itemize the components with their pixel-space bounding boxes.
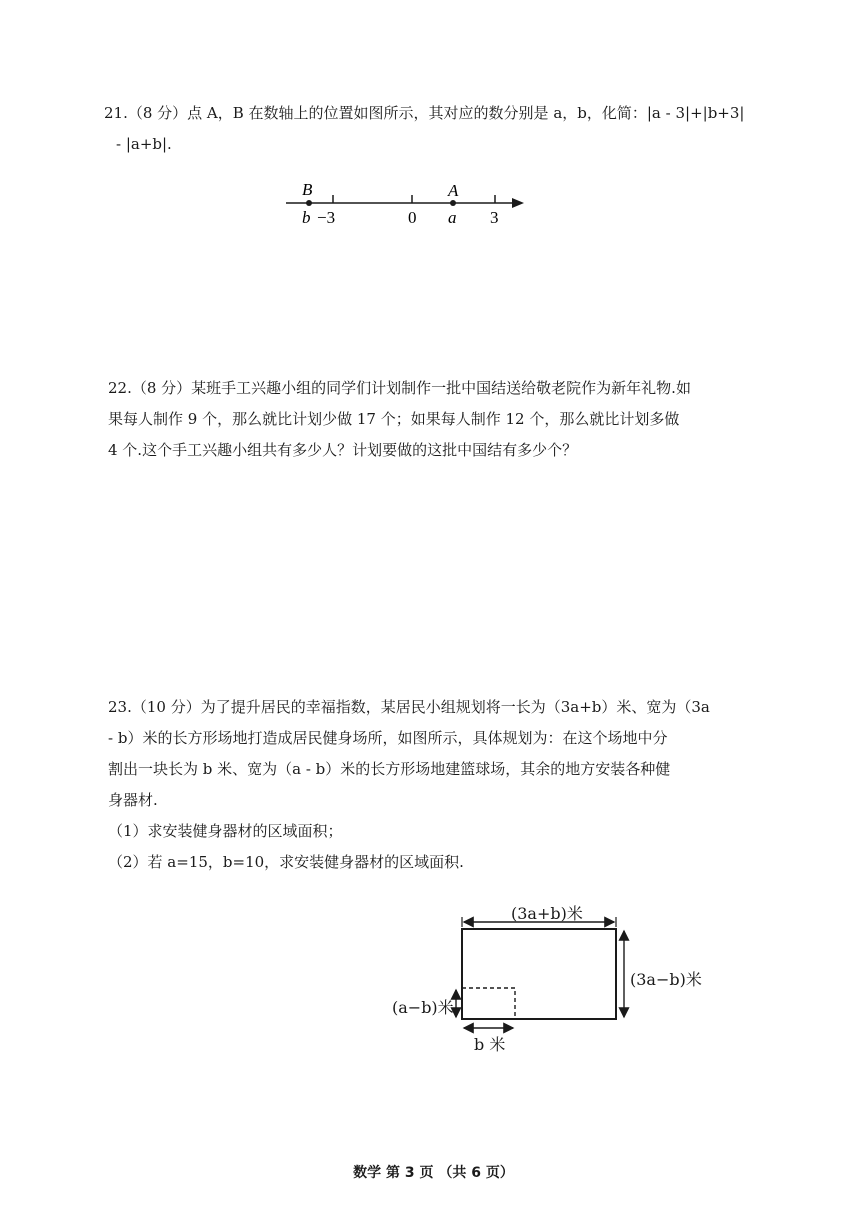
question-21-line-1: 21.（8 分）点 A，B 在数轴上的位置如图所示，其对应的数分别是 a，b，化简：|a - 3|+|b+3| xyxy=(104,104,745,122)
right-dimension-label: (3a−b)米 xyxy=(630,970,702,989)
page-footer: 数学 第 3 页 （共 6 页） xyxy=(353,1165,514,1181)
field-rectangle xyxy=(462,929,616,1019)
question-23-line-4: 身器材. xyxy=(108,791,158,809)
question-22-line-3: 4 个.这个手工兴趣小组共有多少人？计划要做的这批中国结有多少个？ xyxy=(108,441,578,459)
question-22-line-1: 22.（8 分）某班手工兴趣小组的同学们计划制作一批中国结送给敬老院作为新年礼物.如 xyxy=(108,379,691,397)
question-22 xyxy=(108,373,691,466)
question-23 xyxy=(108,692,710,878)
question-23-line-3: 割出一块长为 b 米、宽为（a - b）米的长方形场地建篮球场，其余的地方安装各种健 xyxy=(108,760,671,778)
question-21 xyxy=(104,98,744,160)
number-line-arrow xyxy=(512,198,524,208)
court-rectangle-dashed xyxy=(462,988,515,1019)
question-23-part-1: （1）求安装健身器材的区域面积； xyxy=(108,822,343,840)
tick-label-3: 3 xyxy=(490,208,499,227)
tick-label-0: 0 xyxy=(408,208,417,227)
point-b-dot xyxy=(306,200,312,206)
question-21-line-2: - |a+b|. xyxy=(116,135,172,153)
question-23-part-2: （2）若 a=15，b=10，求安装健身器材的区域面积. xyxy=(108,853,464,871)
rectangle-diagram xyxy=(380,895,710,1065)
label-A: A xyxy=(448,181,459,200)
label-B: B xyxy=(302,180,313,199)
tick-label-minus-3: −3 xyxy=(317,208,336,227)
question-23-line-2: - b）米的长方形场地打造成居民健身场所，如图所示，具体规划为：在这个场地中分 xyxy=(108,729,668,747)
point-a-dot xyxy=(450,200,456,206)
tick-label-b: b xyxy=(302,208,311,227)
bottom-dimension-label: b 米 xyxy=(474,1035,506,1054)
question-23-line-1: 23.（10 分）为了提升居民的幸福指数，某居民小组规划将一长为（3a+b）米、宽为（3a xyxy=(108,698,710,716)
top-dimension-label: (3a+b)米 xyxy=(511,904,583,923)
number-line-svg xyxy=(280,176,540,236)
number-line-figure xyxy=(280,176,540,236)
tick-label-a: a xyxy=(448,208,457,227)
left-dimension-label: (a−b)米 xyxy=(392,998,454,1017)
question-22-line-2: 果每人制作 9 个，那么就比计划少做 17 个；如果每人制作 12 个，那么就比计划多做 xyxy=(108,410,680,428)
